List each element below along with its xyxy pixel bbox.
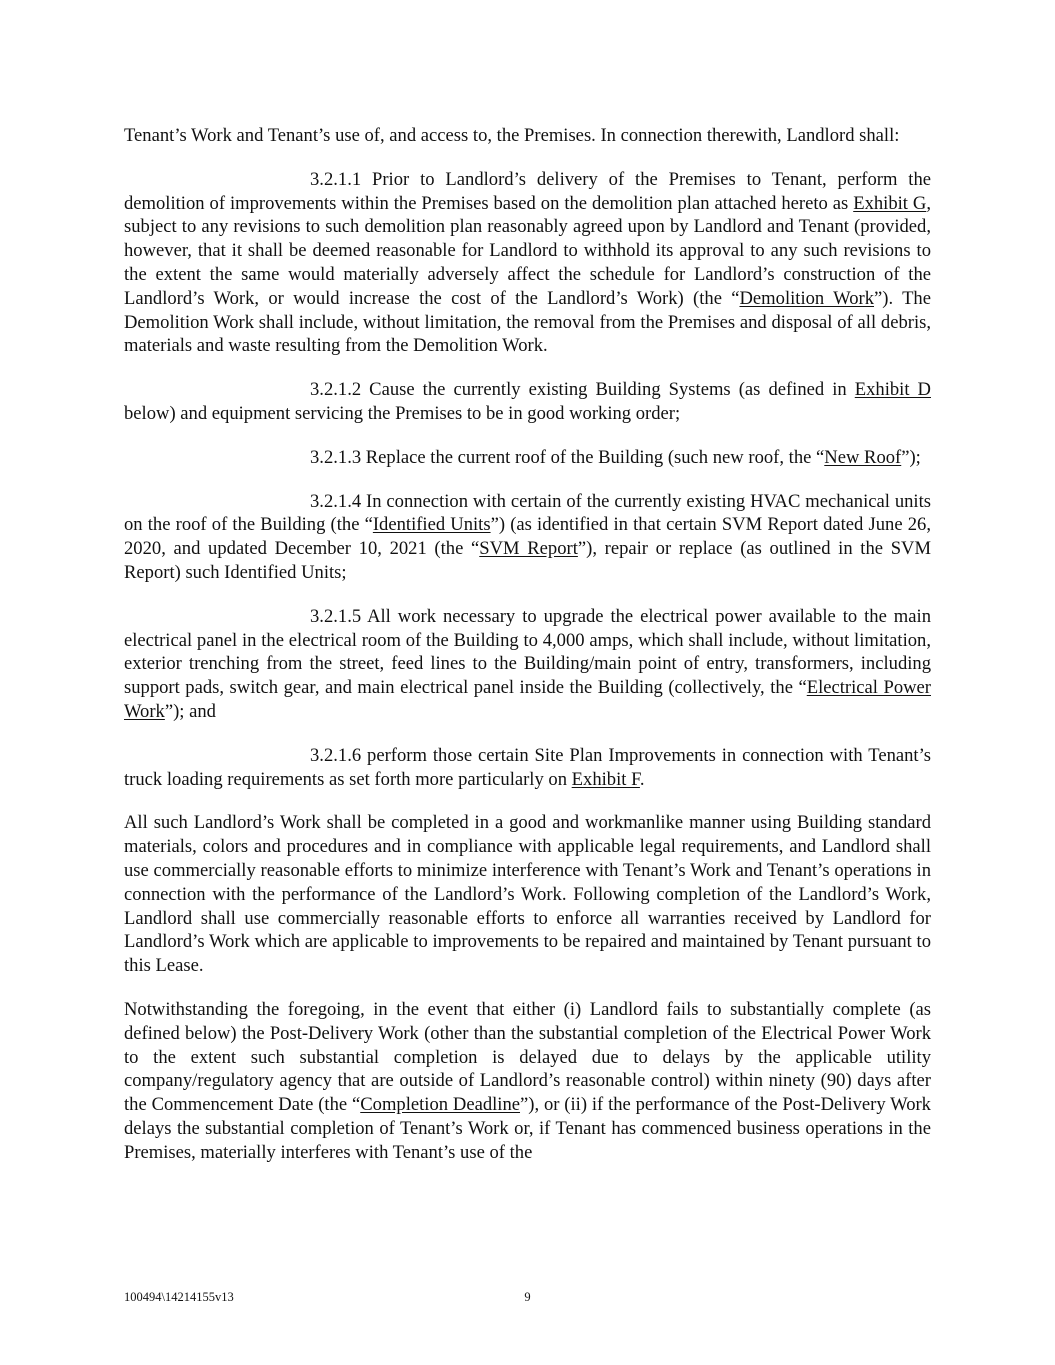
paragraph-text: 3.2.1.5 All work necessary to upgrade the electrical power available to the main electrical panel in the electrical room of the Building to 4,000 amps, which shall include, without limitation, exterior trenching from the street, feed lines to the Building/main point of entry, transformers, including support pads, switch gear, and main electrical panel inside the Building (collectively, the “ — [124, 605, 931, 699]
paragraph-3-2-1-4 — [124, 490, 931, 585]
defined-term: Exhibit F — [571, 768, 640, 790]
paragraph-text: below) and equipment servicing the Premises to be in good working order; — [124, 402, 681, 424]
paragraph-3-2-1-5 — [124, 605, 931, 724]
document-body — [124, 124, 931, 1184]
paragraph-text: 3.2.1.4 In connection with certain of the currently existing HVAC mechanical units on the roof of the Building (the “ — [124, 490, 931, 536]
paragraph-text: , subject to any revisions to such demolition plan reasonably agreed upon by Landlord and Tenant (provided, however, that it shall be deemed reasonable for Landlord to withhold its approval to any such revisions to the extent the same would materially adversely affect the schedule for Landlord’s construction of the Landlord’s Work, or would increase the cost of the Landlord’s Work) (the “ — [124, 192, 931, 309]
defined-term: Exhibit G — [853, 192, 927, 214]
paragraph-text: All such Landlord’s Work shall be completed in a good and workmanlike manner using Building standard materials, colors and procedures and in compliance with applicable legal requirements, and Landlord shall use commercially reasonable efforts to minimize interference with Tenant’s Work and Tenant’s operations in connection with the performance of the Landlord’s Work. Following completion of the Landlord’s Work, Landlord shall use commercially reasonable efforts to enforce all warranties received by Landlord for Landlord’s Work which are applicable to improvements to be repaired and maintained by Tenant pursuant to this Lease. — [124, 812, 931, 977]
defined-term: New Roof — [824, 446, 902, 468]
paragraph-text: ”). The Demolition Work shall include, without limitation, the removal from the Premises and disposal of all debris, materials and waste resulting from the Demolition Work. — [124, 287, 931, 357]
page-number: 9 — [524, 1290, 531, 1304]
defined-term: Demolition Work — [739, 287, 875, 309]
defined-term: Exhibit D — [854, 379, 931, 401]
paragraph-3-2-1-6 — [124, 744, 931, 792]
paragraph-text: Tenant’s Work and Tenant’s use of, and access to, the Premises. In connection therewith, Landlord shall: — [124, 125, 900, 146]
paragraph-3-2-1-3 — [124, 446, 931, 470]
paragraph-text: . — [639, 768, 645, 790]
defined-term: Electrical Power Work — [124, 677, 931, 722]
paragraph-notwithstanding — [124, 998, 931, 1165]
paragraph-text: ”), repair or replace (as outlined in the SVM Report) such Identified Units; — [124, 538, 932, 583]
paragraph-text: ”) (as identified in that certain SVM Report dated June 26, 2020, and updated December 10, 2021 (the “ — [124, 514, 931, 560]
defined-term: SVM Report — [479, 538, 578, 560]
defined-term: Identified Units — [372, 514, 491, 536]
defined-term: Completion Deadline — [360, 1094, 521, 1116]
paragraph-text: ”); — [901, 446, 921, 468]
document-id: 100494\14214155v13 — [124, 1290, 234, 1304]
paragraph-0 — [124, 124, 931, 148]
paragraph-text: Notwithstanding the foregoing, in the event that either (i) Landlord fails to substantially complete (as defined below) the Post-Delivery Work (other than the substantial completion of the Electrical Power Work to the extent such substantial completion is delayed due to delays by the applicable utility company/regulatory agency that are outside of Landlord’s reasonable control) within ninety (90) days after the Commencement Date (the “ — [124, 998, 931, 1116]
paragraph-3-2-1-1 — [124, 168, 931, 358]
paragraph-text: ”); and — [164, 700, 216, 722]
paragraph-text: 3.2.1.2 Cause the currently existing Building Systems (as defined in — [310, 379, 855, 401]
paragraph-text: 3.2.1.6 perform those certain Site Plan Improvements in connection with Tenant’s truck loading requirements as set forth more particularly on — [124, 744, 931, 790]
paragraph-text: 3.2.1.3 Replace the current roof of the Building (such new roof, the “ — [310, 446, 825, 468]
paragraph-text: 3.2.1.1 Prior to Landlord’s delivery of the Premises to Tenant, perform the demolition of improvements within the Premises based on the demolition plan attached hereto as — [124, 168, 931, 214]
paragraph-3-2-1-2 — [124, 378, 931, 426]
paragraph-text: ”), or (ii) if the performance of the Post-Delivery Work delays the substantial completion of Tenant’s Work or, if Tenant has commenced business operations in the Premises, materially interferes with Tenant’s use of the — [124, 1094, 931, 1163]
paragraph-landlord-work — [124, 811, 931, 978]
